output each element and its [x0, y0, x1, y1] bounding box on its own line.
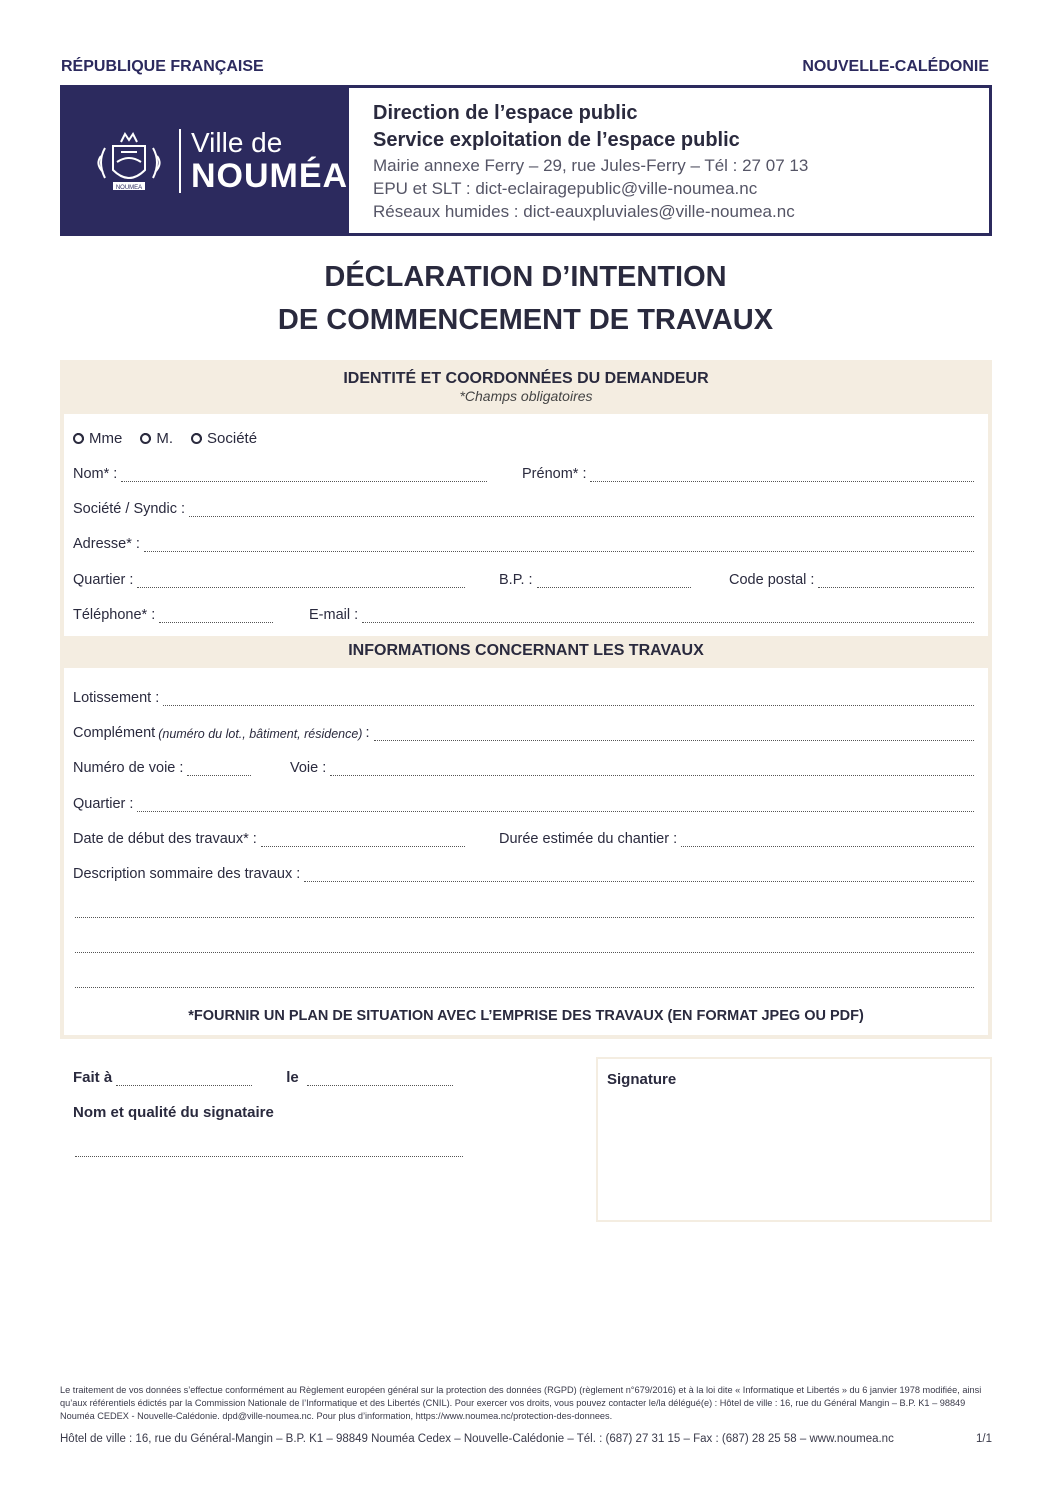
civility-row	[73, 425, 974, 447]
direction-name: Direction de l’espace public	[373, 102, 638, 124]
complement-hint: (numéro du lot., bâtiment, résidence)	[158, 727, 363, 741]
noumea-crest-icon	[91, 128, 167, 194]
rgpd-legal-notice: Le traitement de vos données s’effectue conformément au Règlement européen général sur la protection des données (RGPD) (règlement n°679/2016) et à la loi dite « Informatique et Libertés » du 6 janvier 1978 modifiée, ainsi qu’aux référentiels édictés par la Commission Nationale de l’Informatique et des Libertés (CNIL). Pour exercer vos droits, vous pouvez contacter le/la délégué(e) : Hôtel de ville : 16, rue du Général Mangin – B.P. K1 – 98849 Nouméa CEDEX - Nouvelle-Calédonie. dpd@ville-noumea.nc. Pour plus d’information, https://www.noumea.nc/protection-des-donnees.	[60, 1385, 982, 1421]
complement-field[interactable]	[374, 727, 974, 741]
radio-circle-icon	[140, 433, 151, 444]
telephone-email-row	[73, 601, 974, 623]
duree-label: Durée estimée du chantier :	[499, 831, 678, 847]
adresse-field[interactable]	[144, 538, 974, 552]
fait-a-field[interactable]	[116, 1072, 252, 1086]
prenom-label: Prénom* :	[522, 466, 587, 482]
radio-m-label: M.	[156, 430, 174, 447]
crest-ribbon-text: NOUMEA	[115, 184, 143, 191]
code-postal-label: Code postal :	[729, 572, 815, 588]
quartier-field[interactable]	[137, 574, 465, 588]
quartier-travaux-label: Quartier :	[73, 796, 134, 812]
nom-qualite-field[interactable]	[75, 1143, 463, 1157]
logo-noumea-text: NOUMÉA	[191, 156, 349, 195]
lotissement-label: Lotissement :	[73, 690, 160, 706]
nom-label: Nom* :	[73, 466, 118, 482]
complement-label: Complément	[73, 725, 156, 741]
signature-box[interactable]	[596, 1057, 992, 1222]
description-field-3[interactable]	[75, 939, 974, 953]
page-number: 1/1	[976, 1433, 992, 1445]
declaration-form	[60, 360, 992, 1039]
adresse-row	[73, 530, 974, 552]
numero-voie-row	[73, 754, 974, 776]
footer-address: Hôtel de ville : 16, rue du Général-Mangin – B.P. K1 – 98849 Nouméa Cedex – Nouvelle-Calédonie – Tél. : (687) 27 31 15 – Fax : (687) 28 25 58 – www.noumea.nc	[60, 1433, 894, 1445]
description-line-2	[73, 896, 974, 918]
nom-field[interactable]	[121, 468, 487, 482]
ville-de-noumea-logo	[63, 88, 349, 233]
required-fields-note: *Champs obligatoires	[459, 388, 593, 404]
logo-divider	[179, 129, 181, 193]
societe-row	[73, 495, 974, 517]
header-banner	[60, 85, 992, 236]
email-label: E-mail :	[309, 607, 359, 623]
radio-circle-icon	[191, 433, 202, 444]
quartier-travaux-field[interactable]	[137, 798, 974, 812]
radio-societe-label: Société	[207, 430, 258, 447]
voie-field[interactable]	[330, 762, 974, 776]
plan-situation-note: *FOURNIR UN PLAN DE SITUATION AVEC L’EMPRISE DES TRAVAUX (EN FORMAT JPEG OU PDF)	[188, 1008, 864, 1024]
complement-row: Complément (numéro du lot., bâtiment, résidence) :	[73, 719, 974, 741]
le-label: le	[286, 1069, 299, 1086]
numero-voie-label: Numéro de voie :	[73, 760, 184, 776]
societe-field[interactable]	[189, 503, 974, 517]
reseaux-email: Réseaux humides : dict-eauxpluviales@ville-noumea.nc	[373, 202, 795, 221]
duree-field[interactable]	[681, 833, 974, 847]
bp-field[interactable]	[537, 574, 691, 588]
signature-label: Signature	[607, 1071, 677, 1088]
bp-label: B.P. :	[499, 572, 533, 588]
numero-voie-field[interactable]	[187, 762, 251, 776]
page-title	[0, 256, 1051, 342]
quartier-label: Quartier :	[73, 572, 134, 588]
date-field[interactable]	[307, 1072, 453, 1086]
lotissement-field[interactable]	[163, 692, 974, 706]
radio-circle-icon	[73, 433, 84, 444]
title-line-2: DE COMMENCEMENT DE TRAVAUX	[277, 304, 774, 336]
date-debut-label: Date de début des travaux* :	[73, 831, 257, 847]
title-line-1: DÉCLARATION D’INTENTION	[324, 261, 727, 293]
radio-m[interactable]	[140, 430, 173, 447]
prenom-field[interactable]	[590, 468, 974, 482]
radio-mme-label: Mme	[89, 430, 123, 447]
nom-qualite-label: Nom et qualité du signataire	[73, 1104, 274, 1121]
telephone-label: Téléphone* :	[73, 607, 156, 623]
fait-a-label: Fait à	[73, 1069, 113, 1086]
header-contact-info	[349, 88, 989, 233]
section-travaux-title: INFORMATIONS CONCERNANT LES TRAVAUX	[348, 642, 704, 659]
societe-label: Société / Syndic :	[73, 501, 186, 517]
signature-details	[73, 1064, 463, 1157]
description-field-4[interactable]	[75, 974, 974, 988]
adresse-label: Adresse* :	[73, 536, 140, 552]
logo-ville-text: Ville de	[191, 126, 283, 158]
description-row	[73, 860, 974, 882]
voie-label: Voie :	[290, 760, 327, 776]
nom-prenom-row	[73, 460, 974, 482]
republique-francaise-label: RÉPUBLIQUE FRANÇAISE	[61, 58, 264, 75]
nouvelle-caledonie-label: NOUVELLE-CALÉDONIE	[802, 58, 989, 75]
service-name: Service exploitation de l’espace public	[373, 129, 740, 151]
page-footer	[60, 1433, 992, 1445]
telephone-field[interactable]	[159, 609, 273, 623]
description-field-2[interactable]	[75, 904, 974, 918]
epu-email: EPU et SLT : dict-eclairagepublic@ville-noumea.nc	[373, 179, 758, 198]
section-identite-header	[64, 364, 988, 414]
email-field[interactable]	[362, 609, 974, 623]
service-address: Mairie annexe Ferry – 29, rue Jules-Ferry – Tél : 27 07 13	[373, 156, 809, 175]
lotissement-row	[73, 684, 974, 706]
code-postal-field[interactable]	[818, 574, 974, 588]
description-field[interactable]	[304, 868, 974, 882]
description-line-3	[73, 931, 974, 953]
date-duree-row	[73, 825, 974, 847]
radio-societe[interactable]	[191, 430, 257, 447]
description-label: Description sommaire des travaux :	[73, 866, 301, 882]
radio-mme[interactable]	[73, 430, 122, 447]
section-travaux-header	[64, 636, 988, 668]
date-debut-field[interactable]	[261, 833, 465, 847]
section-identite-title: IDENTITÉ ET COORDONNÉES DU DEMANDEUR	[343, 370, 709, 387]
quartier-travaux-row	[73, 790, 974, 812]
description-line-4	[73, 966, 974, 988]
quartier-bp-cp-row	[73, 566, 974, 588]
